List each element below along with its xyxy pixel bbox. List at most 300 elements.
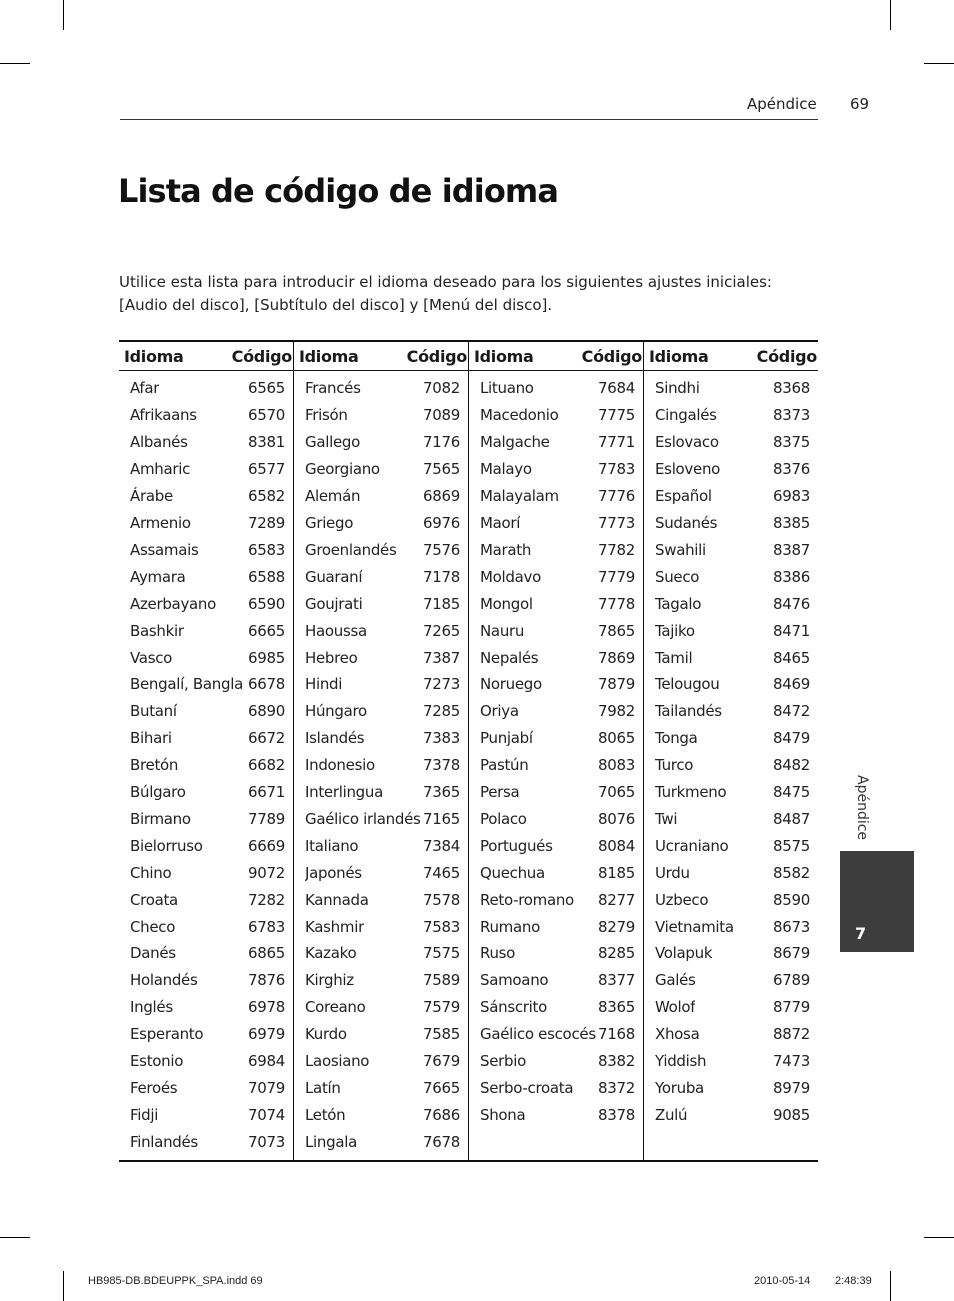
table-row xyxy=(644,806,818,833)
language-code: 6671 xyxy=(248,783,285,802)
language-name: Alemán xyxy=(305,487,361,506)
language-name: Kurdo xyxy=(305,1025,347,1044)
table-row xyxy=(469,456,643,483)
language-code: 8378 xyxy=(598,1105,635,1124)
language-name: Noruego xyxy=(480,675,542,694)
language-name: Kannada xyxy=(305,890,369,909)
language-code: 8365 xyxy=(598,998,635,1017)
table-row xyxy=(119,725,293,752)
language-code: 8084 xyxy=(598,836,635,855)
language-name: Checo xyxy=(130,917,176,936)
language-name: Galés xyxy=(655,971,696,990)
table-row xyxy=(644,886,818,913)
language-code: 8185 xyxy=(598,863,635,882)
language-code: 7465 xyxy=(423,863,460,882)
table-row xyxy=(469,375,643,402)
language-name: Portugués xyxy=(480,836,553,855)
table-row xyxy=(644,671,818,698)
language-name: Sánscrito xyxy=(480,998,547,1017)
language-name: Nepalés xyxy=(480,648,539,667)
language-code: 7876 xyxy=(248,971,285,990)
language-name: Tajiko xyxy=(655,621,695,640)
table-row xyxy=(644,456,818,483)
language-code: 7265 xyxy=(423,621,460,640)
language-name: Fidji xyxy=(130,1105,159,1124)
language-name: Gallego xyxy=(305,433,360,452)
table-row xyxy=(469,832,643,859)
language-name: Persa xyxy=(480,783,520,802)
table-row xyxy=(119,752,293,779)
language-code: 8475 xyxy=(773,783,810,802)
table-row xyxy=(119,832,293,859)
table-row xyxy=(644,832,818,859)
language-name: Samoano xyxy=(480,971,549,990)
language-code: 8479 xyxy=(773,729,810,748)
language-name: Macedonio xyxy=(480,406,559,425)
language-code: 7771 xyxy=(598,433,635,452)
language-name: Interlingua xyxy=(305,783,383,802)
language-name: Laosiano xyxy=(305,1052,370,1071)
language-code: 7079 xyxy=(248,1079,285,1098)
language-name: Haoussa xyxy=(305,621,367,640)
table-row xyxy=(469,510,643,537)
language-name: Esperanto xyxy=(130,1025,204,1044)
language-code: 8979 xyxy=(773,1079,810,1098)
language-code: 8065 xyxy=(598,729,635,748)
table-row xyxy=(644,375,818,402)
table-row xyxy=(294,483,468,510)
table-row xyxy=(644,779,818,806)
language-name: Español xyxy=(655,487,712,506)
language-code: 7165 xyxy=(423,809,460,828)
language-code: 6985 xyxy=(248,648,285,667)
language-name: Sueco xyxy=(655,567,700,586)
language-name: Mongol xyxy=(480,594,533,613)
table-row xyxy=(469,752,643,779)
header-code: Código xyxy=(231,346,292,366)
language-code: 7783 xyxy=(598,460,635,479)
language-name: Malayalam xyxy=(480,487,559,506)
table-row xyxy=(644,563,818,590)
language-code: 6669 xyxy=(248,836,285,855)
language-code: 7665 xyxy=(423,1079,460,1098)
language-name: Griego xyxy=(305,513,354,532)
language-code: 8779 xyxy=(773,998,810,1017)
table-row xyxy=(644,536,818,563)
table-row xyxy=(119,940,293,967)
language-name: Reto-romano xyxy=(480,890,574,909)
language-name: Yoruba xyxy=(655,1079,704,1098)
language-code: 8372 xyxy=(598,1079,635,1098)
language-name: Lingala xyxy=(305,1132,358,1151)
table-row xyxy=(294,940,468,967)
table-row xyxy=(119,859,293,886)
column-header xyxy=(119,342,293,371)
table-row xyxy=(294,671,468,698)
language-code: 8277 xyxy=(598,890,635,909)
column-header xyxy=(469,342,643,371)
language-code: 7579 xyxy=(423,998,460,1017)
language-name: Cingalés xyxy=(655,406,717,425)
language-code: 7168 xyxy=(598,1025,635,1044)
table-row xyxy=(469,994,643,1021)
language-name: Assamais xyxy=(130,540,199,559)
language-code: 7678 xyxy=(423,1132,460,1151)
language-name: Tonga xyxy=(655,729,698,748)
language-name: Butaní xyxy=(130,702,177,721)
table-row xyxy=(119,698,293,725)
table-row xyxy=(119,671,293,698)
table-row xyxy=(294,859,468,886)
table-row xyxy=(119,994,293,1021)
language-code: 7575 xyxy=(423,944,460,963)
language-code: 6789 xyxy=(773,971,810,990)
language-name: Coreano xyxy=(305,998,366,1017)
table-row xyxy=(294,402,468,429)
table-row xyxy=(469,563,643,590)
table-row xyxy=(469,1048,643,1075)
language-name: Italiano xyxy=(305,836,359,855)
language-name: Volapuk xyxy=(655,944,713,963)
language-name: Bihari xyxy=(130,729,172,748)
table-row xyxy=(119,456,293,483)
crop-mark xyxy=(63,0,64,30)
table-column xyxy=(293,342,468,1160)
language-name: Finlandés xyxy=(130,1132,198,1151)
language-code: 8465 xyxy=(773,648,810,667)
table-row xyxy=(644,590,818,617)
language-code: 6890 xyxy=(248,702,285,721)
crop-mark xyxy=(890,1271,891,1301)
language-name: Hindi xyxy=(305,675,343,694)
table-column xyxy=(643,342,818,1160)
language-code: 7679 xyxy=(423,1052,460,1071)
language-name: Kazako xyxy=(305,944,357,963)
table-row xyxy=(469,967,643,994)
table-row xyxy=(119,510,293,537)
table-row xyxy=(469,483,643,510)
language-code: 8285 xyxy=(598,944,635,963)
table-row xyxy=(469,886,643,913)
language-name: Gaélico irlandés xyxy=(305,809,421,828)
language-code: 7773 xyxy=(598,513,635,532)
table-row xyxy=(119,1048,293,1075)
table-row xyxy=(119,886,293,913)
language-name: Aymara xyxy=(130,567,186,586)
language-name: Oriya xyxy=(480,702,519,721)
table-row xyxy=(469,806,643,833)
header-language: Idioma xyxy=(299,346,359,366)
language-name: Francés xyxy=(305,379,361,398)
language-name: Ucraniano xyxy=(655,836,729,855)
language-code: 8076 xyxy=(598,809,635,828)
language-name: Azerbayano xyxy=(130,594,216,613)
table-row xyxy=(294,1075,468,1102)
language-code: 6783 xyxy=(248,917,285,936)
table-row xyxy=(294,617,468,644)
language-name: Telougou xyxy=(655,675,720,694)
language-code: 6583 xyxy=(248,540,285,559)
language-name: Japonés xyxy=(305,863,362,882)
language-code: 8872 xyxy=(773,1025,810,1044)
table-row xyxy=(469,940,643,967)
language-name: Sudanés xyxy=(655,513,718,532)
language-code: 7073 xyxy=(248,1132,285,1151)
language-code: 6582 xyxy=(248,487,285,506)
language-code: 8471 xyxy=(773,621,810,640)
language-name: Turkmeno xyxy=(655,783,727,802)
language-name: Quechua xyxy=(480,863,545,882)
language-code: 8381 xyxy=(248,433,285,452)
table-row xyxy=(294,994,468,1021)
language-code: 8487 xyxy=(773,809,810,828)
table-row xyxy=(119,402,293,429)
language-name: Islandés xyxy=(305,729,365,748)
page-title: Lista de código de idioma xyxy=(118,172,559,210)
language-name: Bashkir xyxy=(130,621,184,640)
language-code: 8582 xyxy=(773,863,810,882)
header-language: Idioma xyxy=(649,346,709,366)
table-row xyxy=(294,967,468,994)
table-row xyxy=(294,806,468,833)
table-row xyxy=(469,536,643,563)
table-row xyxy=(119,617,293,644)
language-code: 6590 xyxy=(248,594,285,613)
table-row xyxy=(119,967,293,994)
language-name: Ruso xyxy=(480,944,516,963)
page-number: 69 xyxy=(850,95,870,113)
table-row xyxy=(294,832,468,859)
language-name: Bengalí, Bangla xyxy=(130,675,243,694)
language-name: Esloveno xyxy=(655,460,721,479)
header-language: Idioma xyxy=(474,346,534,366)
language-name: Afar xyxy=(130,379,160,398)
language-code: 7779 xyxy=(598,567,635,586)
language-name: Chino xyxy=(130,863,172,882)
language-name: Maorí xyxy=(480,513,521,532)
language-name: Urdu xyxy=(655,863,690,882)
table-row xyxy=(644,429,818,456)
language-name: Pastún xyxy=(480,756,529,775)
language-code: 7289 xyxy=(248,513,285,532)
language-code: 6976 xyxy=(423,513,460,532)
language-name: Wolof xyxy=(655,998,696,1017)
language-code: 7074 xyxy=(248,1105,285,1124)
column-header xyxy=(294,342,468,371)
language-code: 7589 xyxy=(423,971,460,990)
column-header xyxy=(644,342,818,371)
language-name: Búlgaro xyxy=(130,783,186,802)
language-name: Amharic xyxy=(130,460,191,479)
language-name: Kirghiz xyxy=(305,971,354,990)
language-name: Vasco xyxy=(130,648,173,667)
table-row xyxy=(294,644,468,671)
language-name: Bretón xyxy=(130,756,179,775)
language-code: 6672 xyxy=(248,729,285,748)
language-code: 6565 xyxy=(248,379,285,398)
header-code: Código xyxy=(406,346,467,366)
table-row xyxy=(119,563,293,590)
language-code: 7178 xyxy=(423,567,460,586)
table-row xyxy=(294,510,468,537)
language-code: 8476 xyxy=(773,594,810,613)
crop-mark xyxy=(0,63,30,64)
table-column xyxy=(468,342,643,1160)
language-code: 7384 xyxy=(423,836,460,855)
language-code: 8472 xyxy=(773,702,810,721)
table-row xyxy=(294,1048,468,1075)
language-name: Latín xyxy=(305,1079,341,1098)
language-code: 6869 xyxy=(423,487,460,506)
language-code: 8679 xyxy=(773,944,810,963)
language-code: 7789 xyxy=(248,809,285,828)
table-row xyxy=(119,483,293,510)
table-row xyxy=(119,1075,293,1102)
language-code: 8279 xyxy=(598,917,635,936)
language-code: 6865 xyxy=(248,944,285,963)
language-code: 8387 xyxy=(773,540,810,559)
language-name: Feroés xyxy=(130,1079,178,1098)
language-name: Twi xyxy=(655,809,678,828)
table-row xyxy=(294,698,468,725)
language-name: Malayo xyxy=(480,460,532,479)
language-code: 7578 xyxy=(423,890,460,909)
table-row xyxy=(644,752,818,779)
table-row xyxy=(294,563,468,590)
language-code: 7982 xyxy=(598,702,635,721)
language-code: 8083 xyxy=(598,756,635,775)
language-code: 7473 xyxy=(773,1052,810,1071)
footer-time: 2:48:39 xyxy=(835,1275,872,1287)
language-code: 8575 xyxy=(773,836,810,855)
language-name: Árabe xyxy=(130,487,173,506)
language-code: 7065 xyxy=(598,783,635,802)
table-row xyxy=(119,536,293,563)
crop-mark xyxy=(924,63,954,64)
language-code: 7879 xyxy=(598,675,635,694)
language-name: Uzbeco xyxy=(655,890,709,909)
table-row xyxy=(119,913,293,940)
language-code: 8385 xyxy=(773,513,810,532)
language-name: Zulú xyxy=(655,1105,688,1124)
running-header-section: Apéndice xyxy=(747,95,817,113)
language-name: Sindhi xyxy=(655,379,700,398)
table-row xyxy=(294,1021,468,1048)
table-row xyxy=(294,779,468,806)
language-name: Guaraní xyxy=(305,567,363,586)
language-name: Danés xyxy=(130,944,176,963)
header-language: Idioma xyxy=(124,346,184,366)
language-name: Xhosa xyxy=(655,1025,700,1044)
table-row xyxy=(469,698,643,725)
table-row xyxy=(294,375,468,402)
table-row xyxy=(469,913,643,940)
table-row xyxy=(644,967,818,994)
table-row xyxy=(469,1075,643,1102)
language-name: Swahili xyxy=(655,540,706,559)
language-code: 6979 xyxy=(248,1025,285,1044)
table-row xyxy=(469,590,643,617)
table-row xyxy=(644,617,818,644)
table-row xyxy=(469,725,643,752)
language-code: 6588 xyxy=(248,567,285,586)
language-name: Vietnamita xyxy=(655,917,734,936)
table-row xyxy=(119,429,293,456)
language-name: Punjabí xyxy=(480,729,533,748)
table-row xyxy=(294,1128,468,1155)
table-row xyxy=(294,725,468,752)
table-row xyxy=(644,725,818,752)
language-name: Georgiano xyxy=(305,460,380,479)
language-code: 7185 xyxy=(423,594,460,613)
table-row xyxy=(119,590,293,617)
language-code: 6665 xyxy=(248,621,285,640)
table-row xyxy=(644,994,818,1021)
language-code: 6682 xyxy=(248,756,285,775)
language-code: 7776 xyxy=(598,487,635,506)
table-row xyxy=(469,779,643,806)
table-row xyxy=(294,886,468,913)
language-code: 7865 xyxy=(598,621,635,640)
table-row xyxy=(119,1128,293,1155)
language-code: 7583 xyxy=(423,917,460,936)
language-code: 6577 xyxy=(248,460,285,479)
language-name: Inglés xyxy=(130,998,173,1017)
table-row xyxy=(644,644,818,671)
language-name: Shona xyxy=(480,1105,526,1124)
language-name: Rumano xyxy=(480,917,540,936)
table-row xyxy=(119,806,293,833)
language-code: 7869 xyxy=(598,648,635,667)
language-name: Gaélico escocés xyxy=(480,1025,596,1044)
table-row xyxy=(119,1101,293,1128)
table-row xyxy=(469,617,643,644)
table-row xyxy=(294,913,468,940)
language-code: 7775 xyxy=(598,406,635,425)
language-name: Serbio xyxy=(480,1052,526,1071)
language-name: Húngaro xyxy=(305,702,367,721)
language-code: 6978 xyxy=(248,998,285,1017)
language-code: 9085 xyxy=(773,1105,810,1124)
table-row xyxy=(119,644,293,671)
language-code: 8377 xyxy=(598,971,635,990)
language-code: 8368 xyxy=(773,379,810,398)
language-code: 8376 xyxy=(773,460,810,479)
language-code: 7365 xyxy=(423,783,460,802)
language-name: Moldavo xyxy=(480,567,541,586)
language-code: 7285 xyxy=(423,702,460,721)
header-code: Código xyxy=(756,346,817,366)
table-row xyxy=(644,1101,818,1128)
language-code: 8673 xyxy=(773,917,810,936)
language-name: Albanés xyxy=(130,433,188,452)
footer-filename: HB985-DB.BDEUPPK_SPA.indd 69 xyxy=(88,1275,263,1287)
language-name: Nauru xyxy=(480,621,525,640)
language-code: 7273 xyxy=(423,675,460,694)
table-row xyxy=(644,483,818,510)
language-code-table xyxy=(119,340,818,1162)
language-code: 7684 xyxy=(598,379,635,398)
language-code: 8386 xyxy=(773,567,810,586)
language-code: 7282 xyxy=(248,890,285,909)
language-name: Hebreo xyxy=(305,648,358,667)
table-row xyxy=(469,644,643,671)
language-code: 8382 xyxy=(598,1052,635,1071)
language-code: 7387 xyxy=(423,648,460,667)
footer-date: 2010-05-14 xyxy=(754,1275,811,1287)
language-name: Goujrati xyxy=(305,594,363,613)
table-row xyxy=(644,1048,818,1075)
